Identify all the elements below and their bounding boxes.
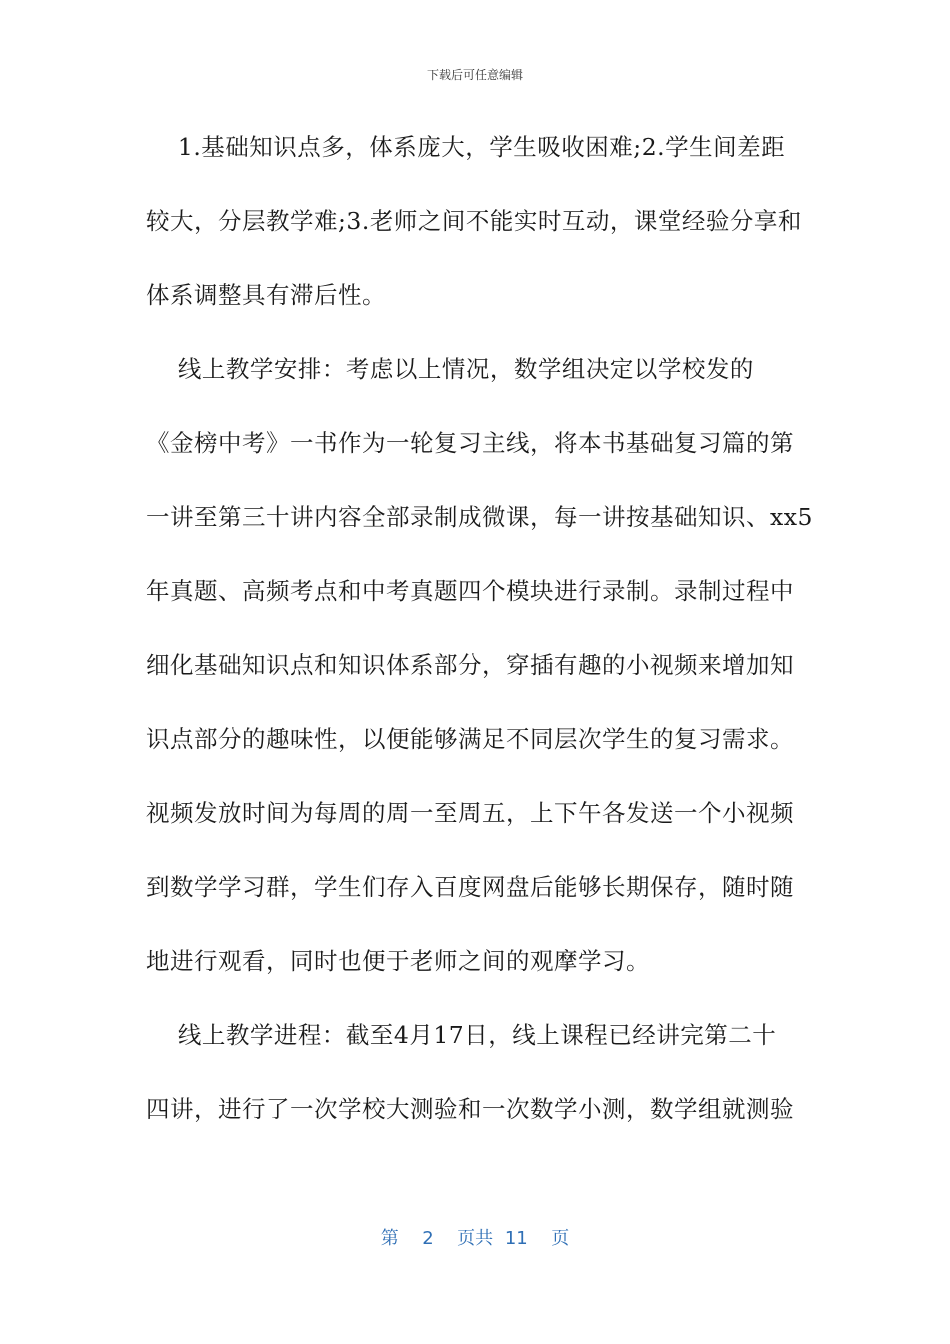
text-line-2: 较大，分层教学难;3.老师之间不能实时互动，课堂经验分享和 [146,207,802,235]
text-line-4: 线上教学安排：考虑以上情况，数学组决定以学校发的 [146,355,754,383]
text-line-13: 线上教学进程：截至4月17日，线上课程已经讲完第二十 [146,1021,777,1049]
text-line-9: 识点部分的趣味性，以便能够满足不同层次学生的复习需求。 [146,725,794,753]
text-line-8: 细化基础知识点和知识体系部分，穿插有趣的小视频来增加知 [146,651,794,679]
text-line-11: 到数学学习群，学生们存入百度网盘后能够长期保存，随时随 [146,873,794,901]
text-line-7: 年真题、高频考点和中考真题四个模块进行录制。录制过程中 [146,577,794,605]
text-line-14: 四讲，进行了一次学校大测验和一次数学小测，数学组就测验 [146,1095,794,1123]
text-line-6: 一讲至第三十讲内容全部录制成微课，每一讲按基础知识、xx5 [146,503,813,531]
text-line-10: 视频发放时间为每周的周一至周五，上下午各发送一个小视频 [146,799,794,827]
page-number-label: 第 2 页共 11 页 [380,1228,570,1249]
header-note: 下载后可任意编辑 [426,68,523,82]
text-line-3: 体系调整具有滞后性。 [146,281,386,309]
page-footer [0,1224,950,1250]
text-line-12: 地进行观看，同时也便于老师之间的观摩学习。 [146,947,650,975]
text-line-5: 《金榜中考》一书作为一轮复习主线，将本书基础复习篇的第 [146,429,794,457]
text-line-1: 1.基础知识点多，体系庞大，学生吸收困难;2.学生间差距 [146,133,786,161]
document-body [146,110,813,1146]
